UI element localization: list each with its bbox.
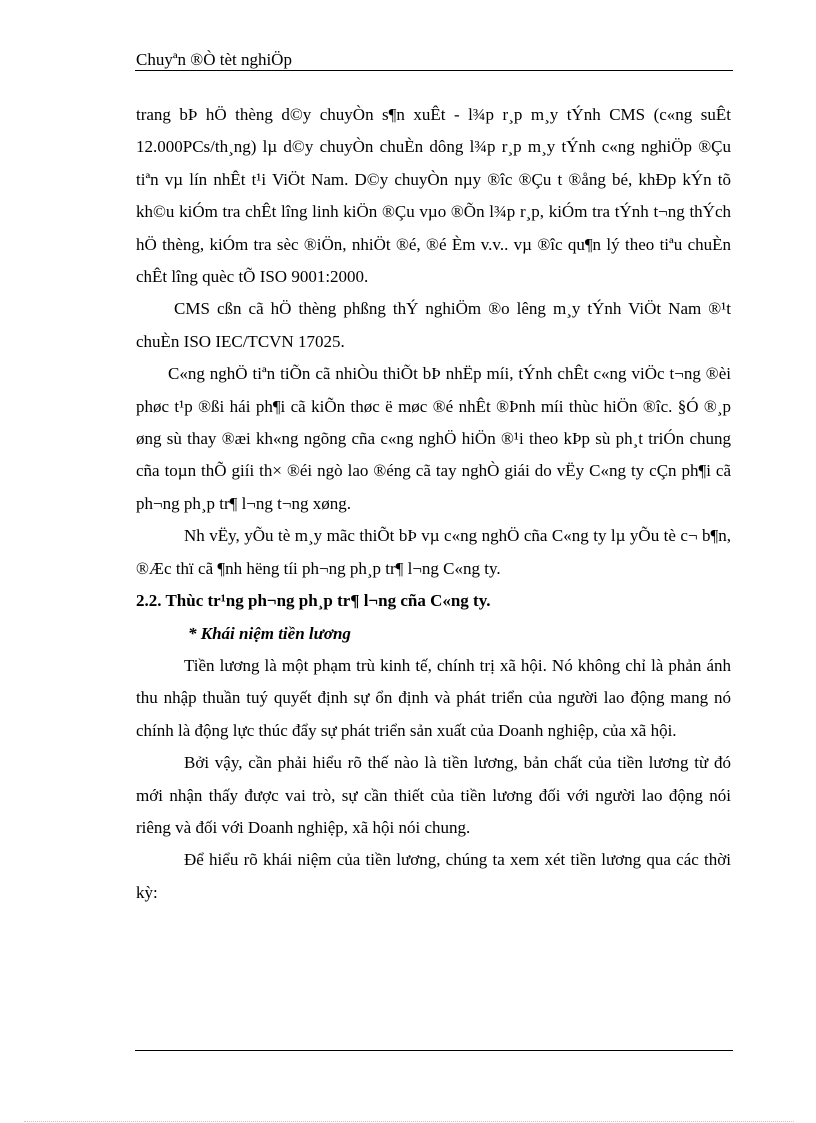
paragraph-salary-periods: Để hiểu rõ khái niệm của tiền lương, chúng ta xem xét tiền lương qua các thời kỳ: (136, 850, 731, 902)
subheading-salary-concept: * Khái niệm tiền lương (188, 623, 351, 643)
paragraph-salary-nature: Bởi vậy, cần phải hiểu rõ thế nào là tiền lương, bản chất của tiền lương từ đó mới nhận thấy được vai trò, sự cần thiết của tiền lương đối với người lao động nói riêng và đối với Doanh nghiệp, xã hội nói chung. (136, 753, 731, 837)
page-header-title: Chuyªn ®Ò tèt nghiÖp (136, 50, 292, 69)
footer-divider (135, 1050, 733, 1051)
paragraph-summary: Nh vËy, yÕu tè m¸y mãc thiÕt bÞ vµ c«ng nghÖ cña C«ng ty lµ yÕu tè c¬ b¶n, ®Æc thï cã ¶nh hëng tíi ph¬ng ph¸p tr¶ l¬ng C«ng ty. (136, 526, 731, 578)
paragraph-technology: C«ng nghÖ tiªn tiÕn cã nhiÒu thiÕt bÞ nhËp míi, tÝnh chÊt c«ng viÖc t¬ng ®èi phøc t¹p ®ßi hái ph¶i cã kiÕn thøc ë møc ®é nhÊt ®Þnh míi thùc hiÖn ®îc. §Ó ®¸p øng sù thay ®æi kh«ng ngõng cña c«ng nghÖ hiÖn ®¹i theo kÞp sù ph¸t triÓn chung cña toµn thÕ giíi th× ®éi ngò lao ®éng cã tay nghÒ giái do vËy C«ng ty cÇn ph¶i cã ph¬ng ph¸p tr¶ l¬ng t¬ng xøng. (136, 364, 731, 513)
page-bottom-edge (24, 1121, 794, 1122)
paragraph-salary-definition: Tiền lương là một phạm trù kinh tế, chính trị xã hội. Nó không chỉ là phản ánh thu nhập thuần tuý quyết định sự ổn định và phát triển của người lao động mang nó chính là động lực thúc đẩy sự phát triển sản xuất của Doanh nghiệp, của xã hội. (136, 655, 731, 740)
header-divider (135, 70, 733, 71)
paragraph-lab: CMS cßn cã hÖ thèng phßng thÝ nghiÖm ®o lêng m¸y tÝnh ViÖt Nam ®¹t chuÈn ISO IEC/TCVN 17025. (136, 299, 731, 351)
document-body (136, 99, 731, 909)
paragraph-production-line: trang bÞ hÖ thèng d©y chuyÒn s¶n xuÊt - l¾p r¸p m¸y tÝnh CMS (c«ng suÊt 12.000PCs/th¸ng) lµ d©y chuyÒn chuÈn dông l¾p r¸p m¸y tÝnh c«ng nghiÖp ®Çu tiªn vµ lín nhÊt t¹i ViÖt Nam. D©y chuyÒn nµy ®îc ®Çu t ®ång bé, khÐp kÝn tõ kh©u kiÓm tra chÊt lîng linh kiÖn ®Çu vµo ®Õn l¾p r¸p, kiÓm tra tÝnh t¬ng thÝch hÖ thèng, kiÓm tra sèc ®iÖn, nhiÖt ®é, ®é Èm v.v.. vµ ®îc qu¶n lý theo tiªu chuÈn chÊt lîng quèc tÕ ISO 9001:2000. (136, 105, 731, 287)
section-heading: 2.2. Thùc tr¹ng ph¬ng ph¸p tr¶ l¬ng cña C«ng ty. (136, 591, 491, 611)
